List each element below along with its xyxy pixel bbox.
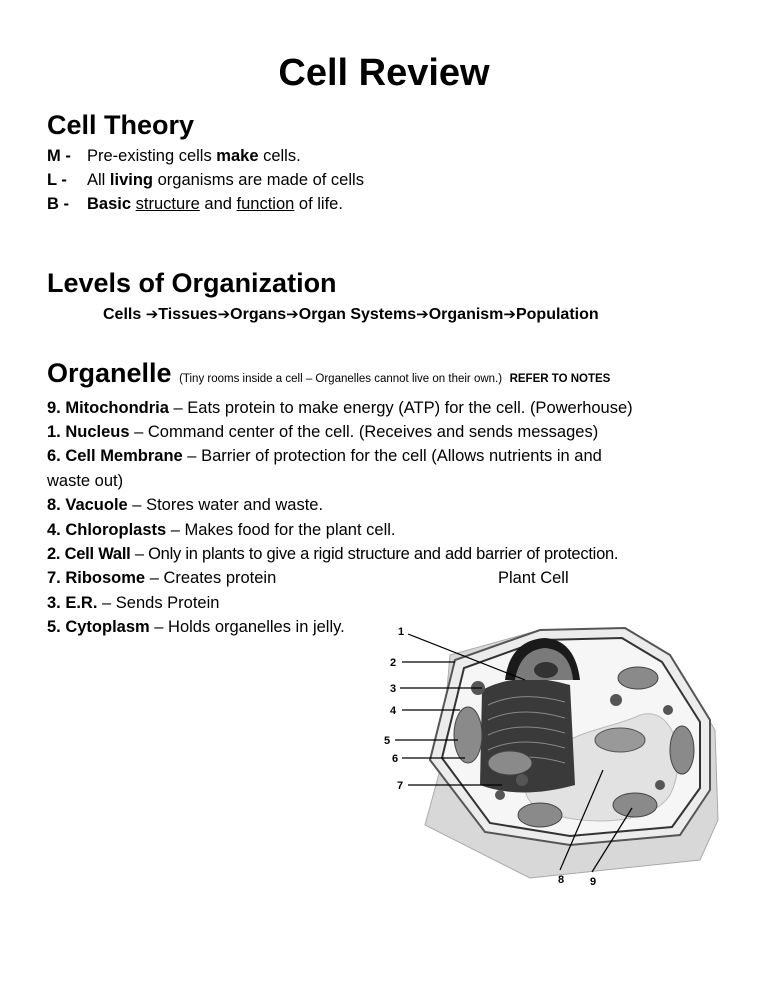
theory-key: L - — [47, 171, 67, 189]
diagram-label: 9 — [590, 876, 597, 888]
level-item: Organs — [230, 306, 287, 323]
organelle-name: 9. Mitochondria — [47, 399, 169, 417]
text-bold: living — [109, 171, 154, 189]
theory-line-l — [47, 171, 364, 190]
diagram-label: 4 — [390, 705, 397, 717]
organelle-title: Organelle — [47, 358, 172, 388]
arrow-right-icon: ➔ — [503, 305, 516, 323]
diagram-caption: Plant Cell — [498, 569, 569, 587]
levels-heading: Levels of Organization — [47, 268, 337, 298]
text-underline: function — [236, 195, 295, 213]
organelle-heading — [47, 358, 610, 389]
organelle-subtitle: (Tiny rooms inside a cell – Organelles cannot live on their own.) — [179, 373, 503, 385]
endoplasmic-reticulum — [480, 679, 575, 793]
theory-key: B - — [47, 195, 69, 213]
organelle-desc: – Sends Protein — [97, 594, 220, 612]
page-title: Cell Review — [278, 52, 490, 94]
organelle-item — [47, 545, 618, 564]
text: organisms are made of cells — [153, 171, 364, 189]
diagram-label: 3 — [390, 683, 397, 695]
organelle-desc: – Command center of the cell. (Receives and sends messages) — [129, 423, 599, 441]
organelle-item — [47, 618, 345, 637]
organelle-item-continued: waste out) — [47, 472, 124, 490]
organelle-name: 6. Cell Membrane — [47, 447, 183, 465]
text: cells. — [258, 147, 301, 165]
refer-to-notes: REFER TO NOTES — [509, 373, 611, 385]
organelle-item — [47, 423, 598, 442]
organelle-name: 3. E.R. — [47, 594, 98, 612]
theory-key: M - — [47, 147, 71, 165]
diagram-label: 1 — [398, 626, 405, 638]
organelle-item — [47, 399, 633, 418]
level-item: Tissues — [158, 306, 218, 323]
text: All — [87, 171, 110, 189]
diagram-label: 6 — [392, 753, 399, 765]
organelle-item — [47, 447, 602, 466]
levels-chain — [103, 305, 599, 324]
text: and — [199, 195, 237, 213]
arrow-right-icon: ➔ — [416, 305, 429, 323]
diagram-label: 5 — [384, 735, 391, 747]
diagram-label: 7 — [397, 780, 404, 792]
level-item: Organ Systems — [298, 306, 417, 323]
organelle-desc: – Stores water and waste. — [127, 496, 324, 514]
arrow-right-icon: ➔ — [286, 305, 299, 323]
diagram-label: 2 — [390, 657, 397, 669]
theory-line-b — [47, 195, 343, 214]
arrow-right-icon: ➔ — [217, 305, 231, 323]
level-item: Cells — [103, 306, 142, 323]
organelle-name: 5. Cytoplasm — [47, 618, 150, 636]
level-item: Organism — [428, 306, 504, 323]
organelle-desc: – Barrier of protection for the cell (Allows nutrients in and — [182, 447, 602, 465]
text: of life. — [294, 195, 343, 213]
text-underline: structure — [135, 195, 200, 213]
organelle-desc: – Holds organelles in jelly. — [149, 618, 345, 636]
level-item: Population — [515, 306, 599, 323]
organelle-item — [47, 569, 276, 588]
organelle-item — [47, 521, 396, 540]
text-bold: make — [216, 147, 259, 165]
organelle-desc: – Creates protein — [145, 569, 277, 587]
organelle-desc: – Makes food for the plant cell. — [166, 521, 396, 539]
organelle-name: 7. Ribosome — [47, 569, 146, 587]
organelle-desc: – Only in plants to give a rigid structure and add barrier of protection. — [130, 545, 619, 563]
organelle-desc: – Eats protein to make energy (ATP) for the cell. (Powerhouse) — [168, 399, 633, 417]
organelle-name: 4. Chloroplasts — [47, 521, 167, 539]
text-bold: Basic — [87, 195, 132, 213]
organelle-name: 2. Cell Wall — [47, 545, 131, 563]
organelle-name: 8. Vacuole — [47, 496, 128, 514]
organelle-item — [47, 594, 219, 613]
organelle-item — [47, 496, 323, 515]
cell-theory-heading: Cell Theory — [47, 110, 195, 140]
organelle-name: 1. Nucleus — [47, 423, 130, 441]
theory-line-m — [47, 147, 301, 166]
golgi — [595, 728, 645, 752]
text: Pre-existing cells — [87, 147, 217, 165]
diagram-label: 8 — [558, 874, 565, 886]
arrow-right-icon: ➔ — [145, 305, 159, 323]
plant-cell-diagram — [370, 610, 730, 890]
